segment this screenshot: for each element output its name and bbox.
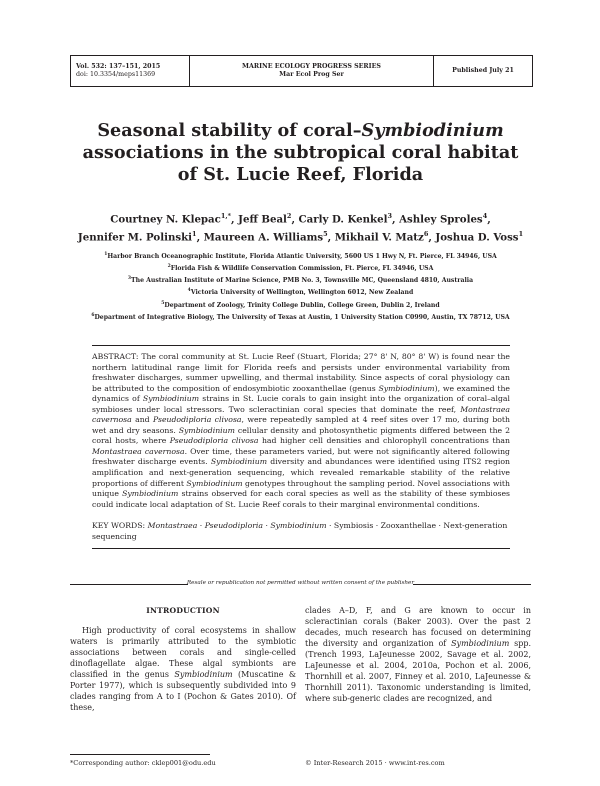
introduction-heading: INTRODUCTION bbox=[146, 606, 220, 615]
affiliation-item: $^4$Victoria University of Wellington, Wellington 6012, New Zealand bbox=[187, 288, 414, 297]
author-list bbox=[70, 209, 531, 246]
published-date: Published July 21 bbox=[452, 66, 514, 74]
title-part-3: associations in the subtropical coral habitat bbox=[82, 142, 519, 163]
journal-name: MARINE ECOLOGY PROGRESS SERIES bbox=[242, 62, 381, 70]
abstract-block bbox=[92, 345, 510, 549]
copyright-line: © Inter-Research 2015 · www.int-res.com bbox=[305, 759, 445, 767]
corresponding-author: *Corresponding author: cklep001@odu.edu bbox=[70, 759, 216, 767]
affiliation-item: $^1$Harbor Branch Oceanographic Institute, Florida Atlantic University, 5600 US 1 Hwy N, Ft. Pierce, FL 34946, USA bbox=[104, 252, 497, 261]
journal-abbreviation: Mar Ecol Prog Ser bbox=[279, 71, 344, 78]
title-part-4: of St. Lucie Reef, Florida bbox=[177, 164, 424, 185]
column-right bbox=[305, 605, 531, 704]
title-part-1: Seasonal stability of coral– bbox=[97, 120, 362, 141]
authors-line-1: Courtney N. Klepac$^{1,*}$, Jeff Beal$^2$, Carly D. Kenkel$^3$, Ashley Sproles$^4$, bbox=[110, 212, 491, 226]
authors-line-2: Jennifer M. Polinski$^1$, Maureen A. Williams$^5$, Mikhail V. Matz$^6$, Joshua D. Voss$^1$ bbox=[77, 230, 524, 244]
volume-line: Vol. 532: 137–151, 2015 bbox=[76, 62, 161, 70]
affiliation-item: $^3$The Australian Institute of Marine Science, PMB No. 3, Townsville MC, Queensland 4810, Australia bbox=[127, 276, 474, 285]
header-published bbox=[434, 56, 532, 86]
affiliation-item: $^2$Florida Fish & Wildlife Conservation Commission, Ft. Pierce, FL 34946, USA bbox=[167, 264, 434, 273]
affiliation-item: $^6$Department of Integrative Biology, The University of Texas at Austin, 1 University Station C0990, Austin, TX 78712, USA bbox=[91, 312, 510, 321]
abstract-text: ABSTRACT: The coral community at St. Lucie Reef (Stuart, Florida; 27° 8' N, 80° 8' W) is found near the northern latitudinal range limit for Florida reefs and persists under environmental variability from freshwater discharges, summer upwelling, and thermal instability. Since aspects of coral physiology can be attributed to the composition of endosymbiotic zooxanthellae (genus Symbiodinium), we examined the dynamics of Symbiodinium strains in St. Lucie corals to gain insight into the organization of coral–algal symbioses under local stressors. Two scleractinian coral species that dominate the reef, Montastraea cavernosa and Pseudodiploria clivosa, were repeatedly sampled at 4 reef sites over 17 mo, during both wet and dry seasons. Symbiodinium cellular density and photosynthetic pigments differed between the 2 coral hosts, where Pseudodiploria clivosa had higher cell densities and chlorophyll concentrations than Montastraea cavernosa. Over time, these parameters varied, but were not significantly altered following freshwater discharge events. Symbiodinium diversity and abundances were identified using ITS2 region amplification and next-generation sequencing, which revealed remarkable stability of the relative proportions of different Symbiodinium genotypes throughout the sampling period. Novel associations with unique Symbiodinium strains observed for each coral species as well as the stability of these symbioses could indicate local adaptation of St. Lucie Reef corals to their marginal environmental conditions. bbox=[92, 352, 511, 509]
journal-header bbox=[70, 55, 533, 87]
doi-line: doi: 10.3354/meps11369 bbox=[76, 71, 156, 78]
introduction-text-left: High productivity of coral ecosystems in shallow waters is primarily attributed to the symbiotic associations between corals and single-celled dinoflagellate algae. These algal symbionts are classified in the genus Symbiodinium (Muscatine & Porter 1977), which is subsequently subdivided into 9 clades ranging from A to I (Pochon & Gates 2010). Of these, bbox=[70, 626, 296, 713]
keywords: KEY WORDS: Montastraea · Pseudodiploria · Symbiodinium · Symbiosis · Zooxanthellae · Next-generation sequencing bbox=[92, 521, 508, 541]
republication-notice: Resale or republication not permitted without written consent of the publisher bbox=[70, 580, 531, 586]
paper-title bbox=[70, 120, 531, 186]
affiliation-item: $^5$Department of Zoology, Trinity College Dublin, College Green, Dublin 2, Ireland bbox=[161, 300, 440, 309]
title-part-2: Symbiodinium bbox=[361, 120, 504, 141]
header-citation bbox=[71, 56, 190, 86]
affiliations bbox=[70, 250, 531, 323]
header-journal bbox=[190, 56, 434, 86]
column-left bbox=[70, 605, 296, 713]
introduction-text-right: clades A–D, F, and G are known to occur in scleractinian corals (Baker 2003). Over the past 2 decades, much research has focused on determining the diversity and organization of Symbiodinium spp. (Trench 1993, LaJeunesse 2002, Savage et al. 2002, LaJeunesse et al. 2004, 2010a, Pochon et al. 2006, Thornhill et al. 2007, Finney et al. 2010, LaJeunesse & Thornhill 2011). Taxonomic understanding is limited, where sub-generic clades are recognized, and bbox=[305, 606, 531, 704]
footnote-rule bbox=[70, 754, 210, 755]
